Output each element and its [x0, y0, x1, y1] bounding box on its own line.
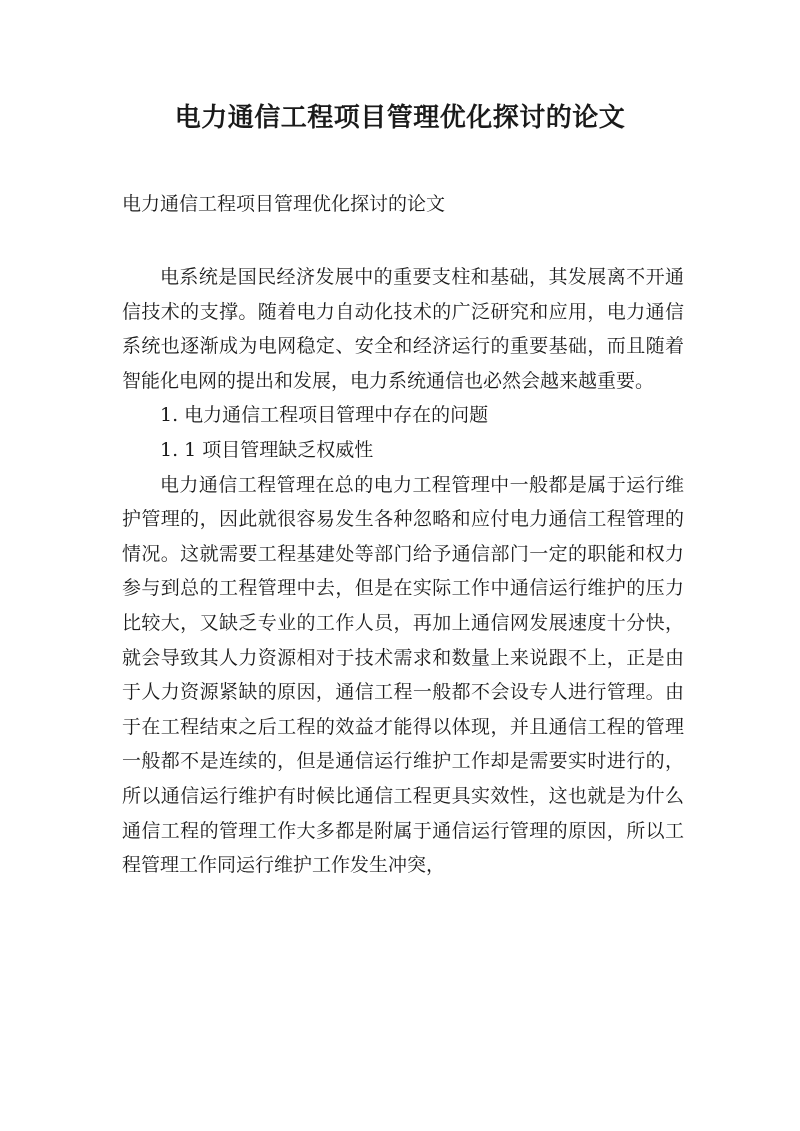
- document-subtitle: 电力通信工程项目管理优化探讨的论文: [122, 193, 446, 215]
- section-heading-1: 1. 电力通信工程项目管理中存在的问题: [160, 404, 489, 427]
- document-title: 电力通信工程项目管理优化探讨的论文: [174, 103, 626, 133]
- paragraph-intro: 电系统是国民经济发展中的重要支柱和基础，其发展离不开通信技术的支撑。随着电力自动化技术的广泛研究和应用，电力通信系统也逐渐成为电网稳定、安全和经济运行的重要基础，而且随着智能化电网的提出和发展，电力系统通信也必然会越来越重要。: [122, 266, 684, 392]
- document-body: [122, 260, 684, 883]
- paragraph-section-1-1: 电力通信工程管理在总的电力工程管理中一般都是属于运行维护管理的，因此就很容易发生各种忽略和应付电力通信工程管理的情况。这就需要工程基建处等部门给予通信部门一定的职能和权力参与到总的工程管理中去，但是在实际工作中通信运行维护的压力比较大，又缺乏专业的工作人员，再加上通信网发展速度十分快，就会导致其人力资源相对于技术需求和数量上来说跟不上，正是由于人力资源紧缺的原因，通信工程一般都不会设专人进行管理。由于在工程结束之后工程的效益才能得以体现，并且通信工程的管理一般都不是连续的，但是通信运行维护工作却是需要实时进行的，所以通信运行维护有时候比通信工程更具实效性，这也就是为什么通信工程的管理工作大多都是附属于通信运行管理的原因，所以工程管理工作同运行维护工作发生冲突，: [122, 473, 684, 877]
- section-heading-1-1: 1. 1 项目管理缺乏权威性: [160, 438, 374, 461]
